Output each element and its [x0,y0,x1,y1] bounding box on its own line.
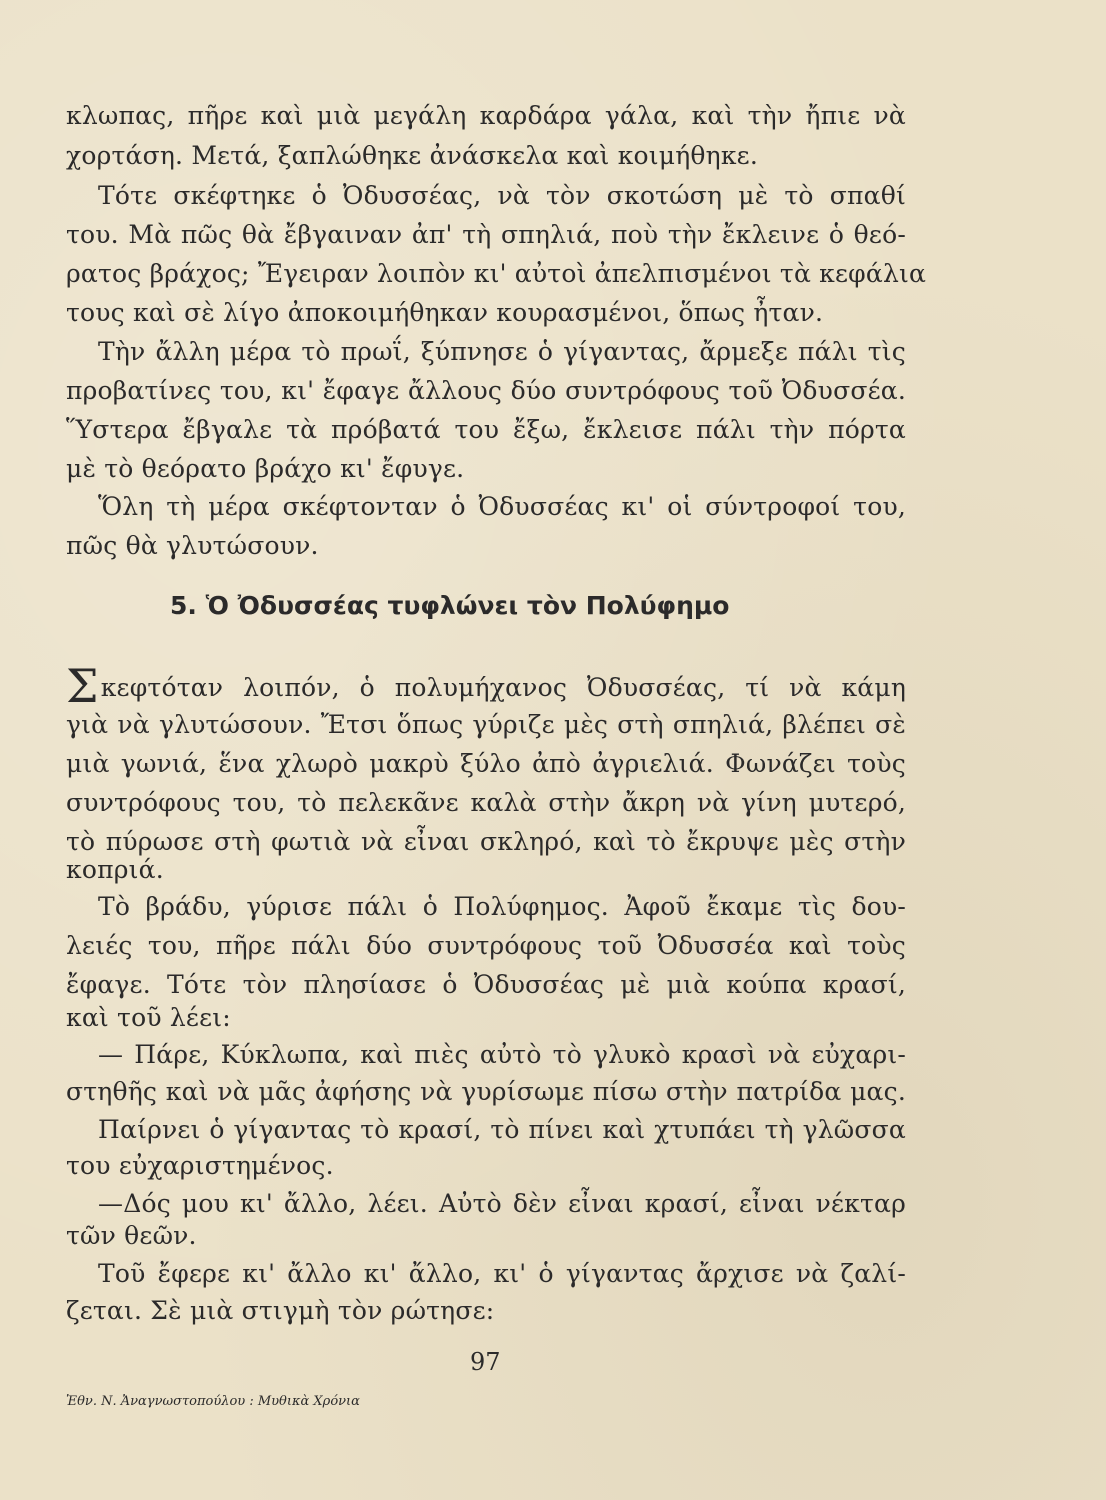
text-line: κοπριά. [66,855,164,884]
text-line: ρατος βράχος; Ἔγειραν λοιπὸν κι' αὐτοὶ ἀπελπισμένοι τὰ κεφάλια [66,259,927,288]
text-line: μὲ τὸ θεόρατο βράχο κι' ἔφυγε. [66,454,465,483]
drop-cap: Σ [66,659,99,713]
text-line: τῶν θεῶν. [66,1221,197,1250]
text-line: —Δός μου κι' ἄλλο, λέει. Αὐτὸ δὲν εἶναι κρασί, εἶναι νέκταρ [98,1189,906,1218]
section-heading: 5. Ὁ Ὀδυσσέας τυφλώνει τὸν Πολύφημο [170,591,730,620]
text-line: καὶ τοῦ λέει: [66,1003,231,1032]
text-line: στηθῆς καὶ νὰ μᾶς ἀφήσης νὰ γυρίσωμε πίσω στὴν πατρίδα μας. [66,1077,906,1106]
text-line: Ὕστερα ἔβγαλε τὰ πρόβατά του ἔξω, ἔκλεισε πάλι τὴν πόρτα [66,415,906,444]
page-number: 97 [470,1348,501,1376]
text-line: Τὸ βράδυ, γύρισε πάλι ὁ Πολύφημος. Ἀφοῦ ἔκαμε τὶς δου- [98,892,906,921]
text-line: Τοῦ ἔφερε κι' ἄλλο κι' ἄλλο, κι' ὁ γίγαντας ἄρχισε νὰ ζαλί- [98,1259,906,1288]
text-line: μιὰ γωνιά, ἕνα χλωρὸ μακρὺ ξύλο ἀπὸ ἀγριελιά. Φωνάζει τοὺς [66,749,906,778]
text-line: συντρόφους του, τὸ πελεκᾶνε καλὰ στὴν ἄκρη νὰ γίνη μυτερό, [66,788,906,817]
text-line: ζεται. Σὲ μιὰ στιγμὴ τὸν ρώτησε: [66,1296,495,1325]
text-line: κλωπας, πῆρε καὶ μιὰ μεγάλη καρδάρα γάλα, καὶ τὴν ἤπιε νὰ [66,101,906,130]
text-line: Παίρνει ὁ γίγαντας τὸ κρασί, τὸ πίνει καὶ χτυπάει τὴ γλῶσσα [98,1115,906,1144]
text-line [66,659,906,713]
text-line: γιὰ νὰ γλυτώσουν. Ἔτσι ὅπως γύριζε μὲς στὴ σπηλιά, βλέπει σὲ [66,710,906,739]
text-line: Τὴν ἄλλη μέρα τὸ πρωΐ, ξύπνησε ὁ γίγαντας, ἄρμεξε πάλι τὶς [98,337,906,366]
text-line: ἔφαγε. Τότε τὸν πλησίασε ὁ Ὀδυσσέας μὲ μιὰ κούπα κρασί, [66,970,906,999]
text-line: — Πάρε, Κύκλωπα, καὶ πιὲς αὐτὸ τὸ γλυκὸ κρασὶ νὰ εὐχαρι- [98,1040,906,1069]
text-line: προβατίνες του, κι' ἔφαγε ἄλλους δύο συντρόφους τοῦ Ὀδυσσέα. [66,376,906,405]
text-line: λειές του, πῆρε πάλι δύο συντρόφους τοῦ Ὀδυσσέα καὶ τοὺς [66,931,906,960]
text-line: Ὅλη τὴ μέρα σκέφτονταν ὁ Ὀδυσσέας κι' οἱ σύντροφοί του, [98,492,906,521]
text-line: πῶς θὰ γλυτώσουν. [66,531,319,560]
text-line: χορτάση. Μετά, ξαπλώθηκε ἀνάσκελα καὶ κοιμήθηκε. [66,141,758,170]
text-line: Τότε σκέφτηκε ὁ Ὀδυσσέας, νὰ τὸν σκοτώση μὲ τὸ σπαθί [98,181,906,210]
text-line: του εὐχαριστημένος. [66,1151,334,1180]
text-line: τους καὶ σὲ λίγο ἀποκοιμήθηκαν κουρασμένοι, ὅπως ἦταν. [66,298,824,327]
text-line: τὸ πύρωσε στὴ φωτιὰ νὰ εἶναι σκληρό, καὶ τὸ ἔκρυψε μὲς στὴν [66,827,906,856]
footer-signature: Ἐθν. Ν. Ἀναγνωστοπούλου : Μυθικὰ Χρόνια [66,1394,360,1409]
text-line-content: κεφτόταν λοιπόν, ὁ πολυμήχανος Ὀδυσσέας, τί νὰ κάμη [100,673,906,702]
text-line: του. Μὰ πῶς θὰ ἔβγαιναν ἀπ' τὴ σπηλιά, ποὺ τὴν ἔκλεινε ὁ θεό- [66,220,906,249]
